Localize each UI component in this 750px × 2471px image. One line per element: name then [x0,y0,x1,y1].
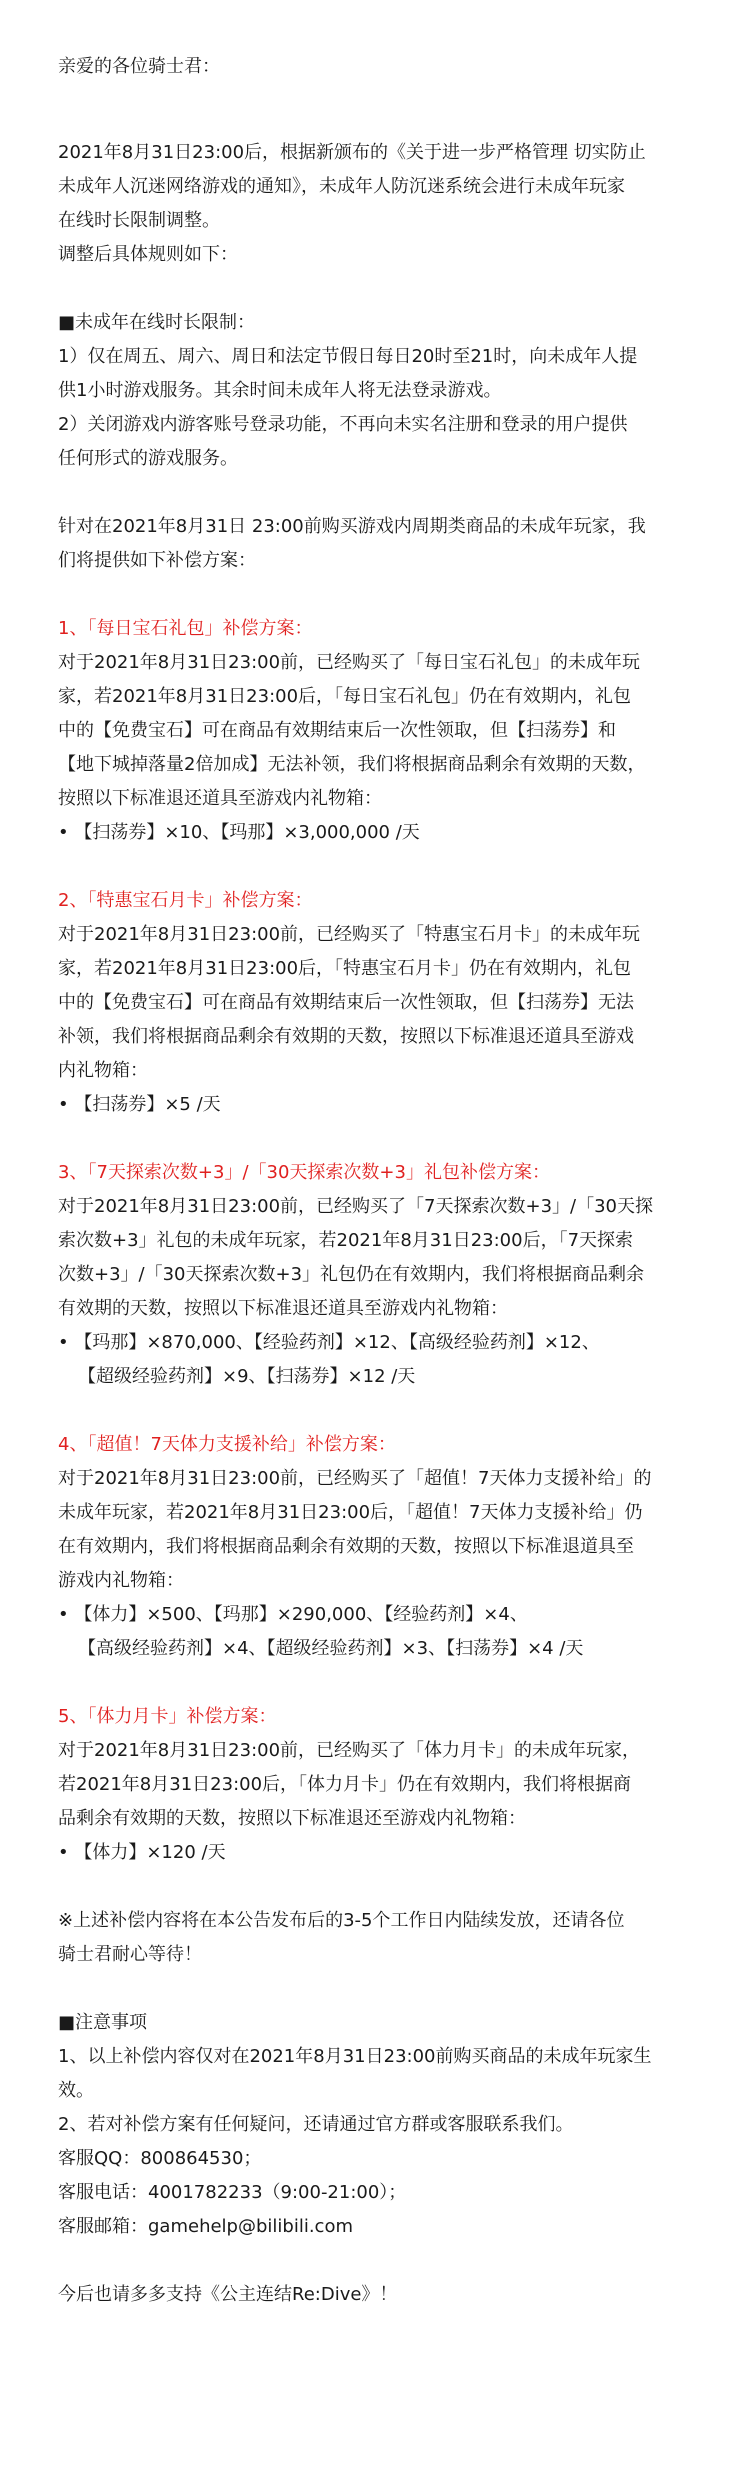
intro-line: 在线时长限制调整。 [58,210,220,231]
intro-line: 调整后具体规则如下： [58,244,238,265]
plan-text: 在有效期内，我们将根据商品剩余有效期的天数，按照以下标准退道具至 [58,1536,634,1557]
notice-heading: ■注意事项 [58,2012,148,2033]
plan-text: 若2021年8月31日23:00后，「体力月卡」仍在有效期内，我们将根据商 [58,1774,632,1795]
plan-reward: • 【玛那】×870,000、【经验药剂】×12、【高级经验药剂】×12、 [58,1332,600,1353]
plan-reward: • 【扫荡券】×5 /天 [58,1094,221,1115]
rules-section [58,306,692,476]
notice-item: 效。 [58,2080,94,2101]
plan-reward: 【超级经验药剂】×9、【扫荡券】×12 /天 [78,1366,416,1387]
compensation-intro-line: 们将提供如下补偿方案： [58,550,256,571]
rule-item: 2）关闭游戏内游客账号登录功能，不再向未实名注册和登录的用户提供 [58,414,628,435]
plan-4 [58,1428,692,1666]
plan-title: 3、「7天探索次数+3」/「30天探索次数+3」礼包补偿方案： [58,1162,550,1183]
notice-item: 1、以上补偿内容仅对在2021年8月31日23:00前购买商品的未成年玩家生 [58,2046,652,2067]
intro-line: 未成年人沉迷网络游戏的通知》，未成年人防沉迷系统会进行未成年玩家 [58,176,625,197]
greeting: 亲爱的各位骑士君： [58,56,220,77]
plan-text: 次数+3」/「30天探索次数+3」礼包仍在有效期内，我们将根据商品剩余 [58,1264,645,1285]
plan-title: 2、「特惠宝石月卡」补偿方案： [58,890,313,911]
plan-text: 对于2021年8月31日23:00前，已经购买了「特惠宝石月卡」的未成年玩 [58,924,641,945]
note-line: 骑士君耐心等待！ [58,1944,202,1965]
plan-reward: • 【扫荡券】×10、【玛那】×3,000,000 /天 [58,822,420,843]
plan-text: 家，若2021年8月31日23:00后，「特惠宝石月卡」仍在有效期内，礼包 [58,958,632,979]
compensation-intro [58,510,692,578]
plan-text: 中的【免费宝石】可在商品有效期结束后一次性领取，但【扫荡券】和 [58,720,616,741]
plan-text: 对于2021年8月31日23:00前，已经购买了「每日宝石礼包」的未成年玩 [58,652,641,673]
plan-2 [58,884,692,1122]
rule-item: 供1小时游戏服务。其余时间未成年人将无法登录游戏。 [58,380,502,401]
contact-phone: 客服电话：4001782233（9:00-21:00）； [58,2182,407,2203]
plan-text: 未成年玩家，若2021年8月31日23:00后，「超值！7天体力支援补给」仍 [58,1502,643,1523]
plan-text: 有效期的天数，按照以下标准退还道具至游戏内礼物箱： [58,1298,508,1319]
rules-heading: ■未成年在线时长限制： [58,312,256,333]
plan-reward: 【高级经验药剂】×4、【超级经验药剂】×3、【扫荡券】×4 /天 [78,1638,584,1659]
plan-title: 4、「超值！7天体力支援补给」补偿方案： [58,1434,396,1455]
compensation-intro-line: 针对在2021年8月31日 23:00前购买游戏内周期类商品的未成年玩家，我 [58,516,646,537]
plan-3 [58,1156,692,1394]
plan-text: 中的【免费宝石】可在商品有效期结束后一次性领取，但【扫荡券】无法 [58,992,634,1013]
plan-text: 对于2021年8月31日23:00前，已经购买了「体力月卡」的未成年玩家， [58,1740,641,1761]
distribution-note [58,1904,692,1972]
plan-text: 按照以下标准退还道具至游戏内礼物箱： [58,788,382,809]
intro-line: 2021年8月31日23:00后，根据新颁布的《关于进一步严格管理 切实防止 [58,142,646,163]
plan-5 [58,1700,692,1870]
contact-email: 客服邮箱：gamehelp@bilibili.com [58,2216,353,2237]
plan-text: 内礼物箱： [58,1060,148,1081]
plan-text: 补领，我们将根据商品剩余有效期的天数，按照以下标准退还道具至游戏 [58,1026,634,1047]
plan-text: 对于2021年8月31日23:00前，已经购买了「7天探索次数+3」/「30天探 [58,1196,653,1217]
contact-qq: 客服QQ：800864530； [58,2148,262,2169]
plan-reward: • 【体力】×500、【玛那】×290,000、【经验药剂】×4、 [58,1604,528,1625]
plan-text: 【地下城掉落量2倍加成】无法补领，我们将根据商品剩余有效期的天数， [58,754,646,775]
plan-title: 1、「每日宝石礼包」补偿方案： [58,618,313,639]
rule-item: 1）仅在周五、周六、周日和法定节假日每日20时至21时，向未成年人提 [58,346,638,367]
note-line: ※上述补偿内容将在本公告发布后的3-5个工作日内陆续发放，还请各位 [58,1910,625,1931]
intro-paragraph [58,136,692,272]
plan-1 [58,612,692,850]
plan-text: 索次数+3」礼包的未成年玩家，若2021年8月31日23:00后，「7天探索 [58,1230,634,1251]
plan-title: 5、「体力月卡」补偿方案： [58,1706,277,1727]
notice-item: 2、若对补偿方案有任何疑问，还请通过官方群或客服联系我们。 [58,2114,574,2135]
plan-text: 家，若2021年8月31日23:00后，「每日宝石礼包」仍在有效期内，礼包 [58,686,632,707]
rule-item: 任何形式的游戏服务。 [58,448,238,469]
plan-text: 品剩余有效期的天数，按照以下标准退还至游戏内礼物箱： [58,1808,526,1829]
closing-line: 今后也请多多支持《公主连结Re:Dive》！ [58,2284,398,2305]
notice-section [58,2006,692,2244]
plan-reward: • 【体力】×120 /天 [58,1842,226,1863]
plan-text: 对于2021年8月31日23:00前，已经购买了「超值！7天体力支援补给」的 [58,1468,652,1489]
plan-text: 游戏内礼物箱： [58,1570,184,1591]
